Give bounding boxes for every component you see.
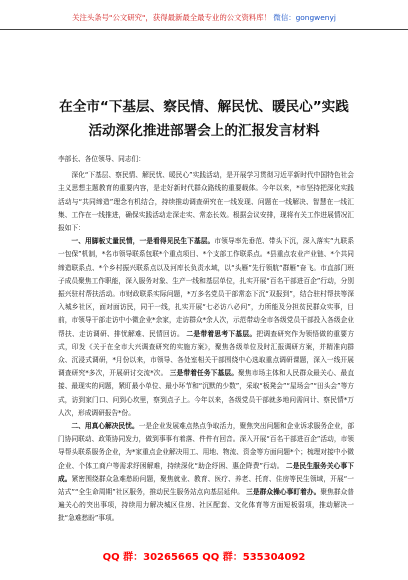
section-4-heading-2: 二是民生服务关心事下成。 — [58, 461, 354, 483]
header-banner — [0, 0, 408, 52]
intro-paragraph: 深化“下基层、察民情、解民忧、暖民心”实践活动，是开展学习贯彻习近平新时代中国特色社会主义思想主题教育的重要内容，是走好新时代群众路线的重要载体。今年以来，*市坚持把深化实践活动与“共同缔造”理念有机结合，持续推动调查研究在一线发现、问题在一线解决、智慧在一线汇集、工作在一线推进，确保实践活动走深走实、常态长效。根据会议安排，现将有关工作进展情况汇报如下： — [58, 171, 354, 233]
salutation: 李部长、各位领导、同志们： — [58, 155, 145, 163]
section-4-heading-3: 三是群众操心事盯着办。 — [246, 488, 321, 497]
section-1-heading: 一、用脚板丈量民情，一是看得见民生下基层。 — [71, 237, 215, 246]
section-2-text: 把调查研究作为领悟做的重要方式，印发《关于在全市大兴调查研究的实施方案》，聚焦各级单位及时汇报调研方案，并精准向群众、沉浸式调研，*月份以来，市领导、各处室相关干部围绕中心选取重点调研课题，深入一线开展调查研究*多次，开展研讨交流*次。 — [58, 329, 355, 378]
header-divider — [0, 29, 408, 30]
qq-groups-footer: QQ 群：30265665 QQ 群：535304092 — [102, 552, 306, 563]
document-title — [42, 95, 366, 143]
header-text — [0, 13, 408, 22]
section-1-paragraph — [58, 235, 354, 420]
section-4-text-2: 紧密围绕群众急难愁盼问题，聚焦就业、教育、医疗、养老、托育、住房等民生领域，开展“一站式”“全生命周期”社区服务，推动民生服务站点向基层延伸。 — [58, 474, 354, 497]
section-4-heading: 二、用真心解决民忧。 — [71, 422, 139, 431]
title-line-2: 活动深化推进部署会上的汇报发言材料 — [88, 123, 320, 139]
section-2-heading: 二是带着思考下基层。 — [186, 329, 257, 338]
section-4-text-1: 一是企业发展难点热点争取活力，聚焦突出问题和企业诉求服务企业，部门协同联动、政策协同发力，做到事事有着落、件件有回音。深入开展“百名干部进百企”活动，市领导帮头联系服务企业，为*家重点企业解决用工、用地、物流、资金等方面问题*个；梳理对接中小微企业、个体工商户等需求纾困解难，持续深化“助企纾困、惠企降费”行动。 — [58, 422, 355, 470]
section-4-text-3: 聚焦群众普遍关心的突出事项，持续用力解决城区住房、社区配套、文化体育等方面短板弱项，推动解决一批“急难愁盼”事项。 — [58, 488, 354, 523]
section-4-paragraph — [58, 420, 354, 526]
section-1-text: 市领导率先垂范、带头下沉，深入落实“九联系一包保”机制，*名市领导联系包联*个重点项目、*个支部工作联系点。*县重点农业产业链、*个共同缔造联系点、*个乡村振兴联系点以及河库长负责水域，以“头雁”先行领航“群雁”奋飞。市直部门班子成员聚焦工作职能，深入服务对象、生产一线和基层单位，扎实开展“百名干部进百企”行动，分别振兴驻村帮扶活动。市财政联系实际问题，*万多名党员干部常态下沉“双报到”，结合驻村帮扶等深入城乡社区，面对面访民，同干一线，扎实开展“七必访八必问”，力所能及分担贫民群众实事，目前，市领导干部走访中小微企业*余家，走访群众*余人次，示范带动全市各级党员干部投入各级企业帮扶、走访调研、排忧解难、民情回访。 — [58, 237, 355, 338]
title-line-1: 在全市“下基层、察民情、解民忧、暖民心”实践 — [59, 99, 349, 115]
document-body — [58, 153, 354, 526]
banner-text: 关注头条号"公文研究"，获得最新最全最专业的公文资料库！ — [72, 13, 272, 22]
section-3-text: 聚焦市场主体和人民群众最关心、最直接、最现实的问题，紧盯最小单位、最小环节和“沉默的少数”，采取“板凳会”“屋场会”“田头会”等方式，访到家门口、问到心坎里，察到点子上。今年以来，各级党员干部就多地问需问计、察民情*万人次，形成调研报告*份。 — [58, 369, 355, 417]
section-3-heading: 三是带着任务下基层。 — [169, 369, 239, 378]
wechat-text: 微信：gongwenyj — [273, 13, 336, 22]
